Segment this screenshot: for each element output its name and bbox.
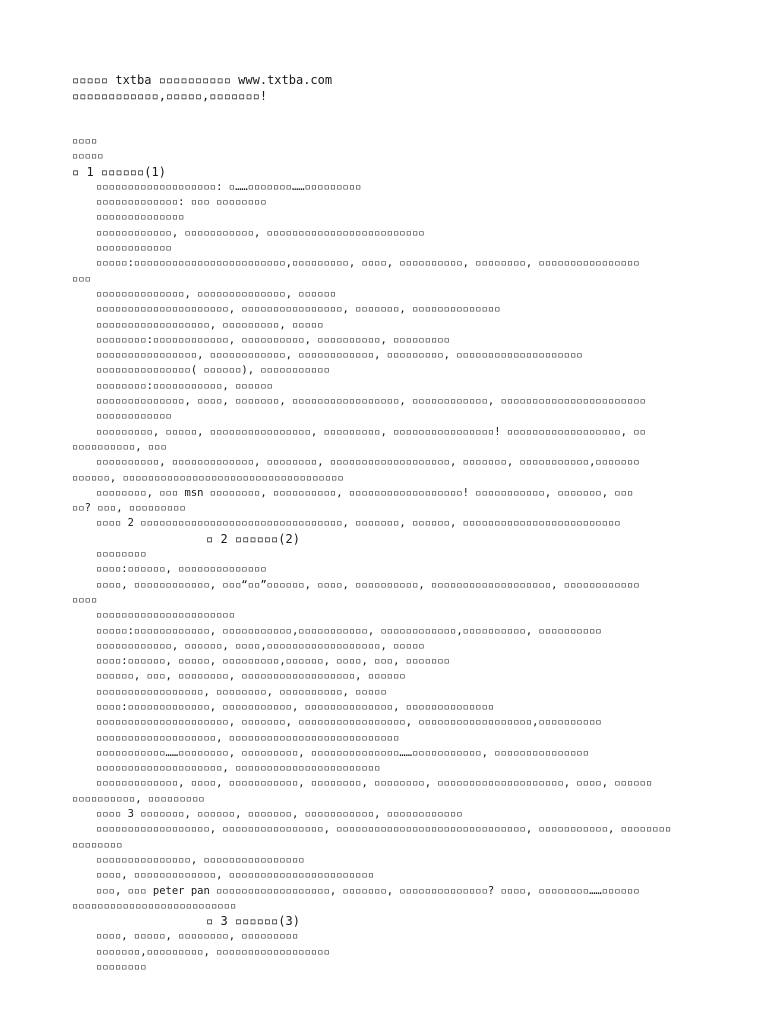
text-line: ▫▫? ▫▫▫, ▫▫▫▫▫▫▫▫▫ [72, 502, 186, 515]
text-line: ▫▫▫▫, ▫▫▫▫▫▫▫▫▫▫▫▫, ▫▫▫“▫▫”▫▫▫▫▫▫, ▫▫▫▫, ▫▫▫▫▫▫▫▫▫▫, ▫▫▫▫▫▫▫▫▫▫▫▫▫▫▫▫▫▫▫, ▫▫▫▫▫▫▫▫▫▫▫▫ [96, 578, 640, 591]
header-line-1: ▫▫▫▫▫ txtba ▫▫▫▫▫▫▫▫▫▫ www.txtba.com [72, 73, 333, 87]
text-line: ▫▫▫▫▫▫, ▫▫▫, ▫▫▫▫▫▫▫▫, ▫▫▫▫▫▫▫▫▫▫▫▫▫▫▫▫▫▫, ▫▫▫▫▫▫ [96, 670, 406, 683]
text-line: ▫▫▫, ▫▫▫ peter pan ▫▫▫▫▫▫▫▫▫▫▫▫▫▫▫▫▫▫, ▫▫▫▫▫▫▫, ▫▫▫▫▫▫▫▫▫▫▫▫▫▫? ▫▫▫▫, ▫▫▫▫▫▫▫▫……▫▫▫▫▫▫ [96, 884, 640, 897]
text-line: ▫▫▫▫▫▫▫▫▫▫▫▫▫▫▫▫▫▫▫▫▫▫ [96, 609, 236, 622]
text-line: ▫▫▫▫▫▫▫▫▫▫▫▫▫▫▫▫▫▫, ▫▫▫▫▫▫▫▫▫, ▫▫▫▫▫ [96, 318, 324, 331]
text-line: ▫▫▫▫▫▫▫▫▫▫▫……▫▫▫▫▫▫▫▫, ▫▫▫▫▫▫▫▫▫, ▫▫▫▫▫▫▫▫▫▫▫▫▫▫……▫▫▫▫▫▫▫▫▫▫▫, ▫▫▫▫▫▫▫▫▫▫▫▫▫▫▫ [96, 746, 590, 759]
text-line: ▫▫▫▫▫▫▫▫▫▫▫▫▫▫▫▫▫▫▫▫▫, ▫▫▫▫▫▫▫▫▫▫▫▫▫▫▫▫, ▫▫▫▫▫▫▫, ▫▫▫▫▫▫▫▫▫▫▫▫▫▫ [96, 303, 501, 316]
text-line: ▫▫▫▫▫▫▫▫▫▫▫▫▫▫▫▫, ▫▫▫▫▫▫▫▫▫▫▫▫, ▫▫▫▫▫▫▫▫▫▫▫▫, ▫▫▫▫▫▫▫▫▫, ▫▫▫▫▫▫▫▫▫▫▫▫▫▫▫▫▫▫▫▫ [96, 349, 583, 362]
text-line: ▫▫▫▫▫▫▫▫▫▫▫▫▫: ▫▫▫ ▫▫▫▫▫▫▫▫ [96, 196, 267, 209]
text-line: ▫▫▫▫▫▫▫▫▫▫▫▫, ▫▫▫▫▫▫, ▫▫▫▫,▫▫▫▫▫▫▫▫▫▫▫▫▫▫▫▫▫▫, ▫▫▫▫▫ [96, 639, 425, 652]
document-body [72, 134, 712, 975]
text-line: ▫▫▫▫▫ [72, 150, 104, 163]
text-line: ▫▫▫▫▫:▫▫▫▫▫▫▫▫▫▫▫▫, ▫▫▫▫▫▫▫▫▫▫▫,▫▫▫▫▫▫▫▫▫▫▫, ▫▫▫▫▫▫▫▫▫▫▫▫,▫▫▫▫▫▫▫▫▫▫, ▫▫▫▫▫▫▫▫▫▫ [96, 624, 602, 637]
text-line: ▫▫▫▫▫▫▫▫▫▫▫▫▫, ▫▫▫▫, ▫▫▫▫▫▫▫▫▫▫▫, ▫▫▫▫▫▫▫▫, ▫▫▫▫▫▫▫▫, ▫▫▫▫▫▫▫▫▫▫▫▫▫▫▫▫▫▫▫▫, ▫▫▫▫, ▫▫▫▫▫▫ [96, 777, 653, 790]
text-line: ▫ 3 ▫▫▫▫▫▫(3) [206, 914, 300, 929]
text-line: ▫▫▫▫▫▫▫,▫▫▫▫▫▫▫▫▫, ▫▫▫▫▫▫▫▫▫▫▫▫▫▫▫▫▫▫ [96, 945, 330, 958]
document-header [72, 72, 332, 104]
text-line: ▫▫▫▫:▫▫▫▫▫▫▫▫▫▫▫▫▫, ▫▫▫▫▫▫▫▫▫▫▫, ▫▫▫▫▫▫▫▫▫▫▫▫▫▫, ▫▫▫▫▫▫▫▫▫▫▫▫▫▫ [96, 700, 495, 713]
text-line: ▫▫▫▫▫▫▫▫▫▫▫▫▫▫▫, ▫▫▫▫▫▫▫▫▫▫▫▫▫▫▫▫ [96, 853, 305, 866]
text-line: ▫▫▫▫▫▫▫▫▫▫▫▫▫▫▫▫▫▫▫▫▫, ▫▫▫▫▫▫▫, ▫▫▫▫▫▫▫▫▫▫▫▫▫▫▫▫▫, ▫▫▫▫▫▫▫▫▫▫▫▫▫▫▫▫▫▫,▫▫▫▫▫▫▫▫▫▫ [96, 716, 602, 729]
text-line: ▫▫▫▫▫▫▫▫▫▫▫▫▫▫▫▫▫▫▫, ▫▫▫▫▫▫▫▫▫▫▫▫▫▫▫▫▫▫▫▫▫▫▫▫▫▫▫ [96, 731, 400, 744]
text-line: ▫▫▫▫, ▫▫▫▫▫, ▫▫▫▫▫▫▫▫, ▫▫▫▫▫▫▫▫▫ [96, 930, 299, 943]
text-line: ▫▫▫ [72, 272, 91, 285]
text-line: ▫▫▫▫▫▫▫▫▫▫, ▫▫▫▫▫▫▫▫▫ [72, 792, 205, 805]
text-line: ▫▫▫▫▫▫▫▫▫▫▫▫▫▫, ▫▫▫▫▫▫▫▫▫▫▫▫▫▫, ▫▫▫▫▫▫ [96, 287, 337, 300]
text-line: ▫▫▫▫▫▫▫▫▫▫▫▫▫▫, ▫▫▫▫, ▫▫▫▫▫▫▫, ▫▫▫▫▫▫▫▫▫▫▫▫▫▫▫▫▫, ▫▫▫▫▫▫▫▫▫▫▫▫, ▫▫▫▫▫▫▫▫▫▫▫▫▫▫▫▫▫▫▫▫▫▫▫ [96, 395, 646, 408]
text-line: ▫▫▫▫▫▫, ▫▫▫▫▫▫▫▫▫▫▫▫▫▫▫▫▫▫▫▫▫▫▫▫▫▫▫▫▫▫▫▫▫▫▫ [72, 471, 344, 484]
text-line: ▫▫▫▫ [72, 593, 98, 606]
text-line: ▫▫▫▫▫▫▫▫▫▫▫▫▫▫ [96, 211, 185, 224]
text-line: ▫▫▫▫ 3 ▫▫▫▫▫▫▫, ▫▫▫▫▫▫, ▫▫▫▫▫▫▫, ▫▫▫▫▫▫▫▫▫▫▫, ▫▫▫▫▫▫▫▫▫▫▫▫ [96, 808, 463, 821]
text-line: ▫▫▫▫▫▫▫▫:▫▫▫▫▫▫▫▫▫▫▫▫, ▫▫▫▫▫▫▫▫▫▫, ▫▫▫▫▫▫▫▫▫▫, ▫▫▫▫▫▫▫▫▫ [96, 333, 451, 346]
text-line: ▫ 2 ▫▫▫▫▫▫(2) [206, 531, 300, 546]
text-line: ▫▫▫▫▫▫▫▫▫▫▫▫▫▫▫▫▫, ▫▫▫▫▫▫▫▫, ▫▫▫▫▫▫▫▫▫▫, ▫▫▫▫▫ [96, 685, 387, 698]
text-line: ▫▫▫▫:▫▫▫▫▫▫, ▫▫▫▫▫, ▫▫▫▫▫▫▫▫▫,▫▫▫▫▫▫, ▫▫▫▫, ▫▫▫, ▫▫▫▫▫▫▫ [96, 655, 451, 668]
text-line: ▫▫▫▫▫▫▫▫ [96, 548, 147, 561]
text-line: ▫▫▫▫:▫▫▫▫▫▫, ▫▫▫▫▫▫▫▫▫▫▫▫▫▫ [96, 563, 267, 576]
text-line: ▫▫▫▫▫▫▫▫▫▫, ▫▫▫▫▫▫▫▫▫▫▫▫▫, ▫▫▫▫▫▫▫▫, ▫▫▫▫▫▫▫▫▫▫▫▫▫▫▫▫▫▫▫, ▫▫▫▫▫▫▫, ▫▫▫▫▫▫▫▫▫▫▫,▫▫▫▫▫▫▫ [96, 456, 640, 469]
text-line: ▫▫▫▫▫▫▫▫▫▫▫▫▫▫▫▫▫▫▫: ▫……▫▫▫▫▫▫▫……▫▫▫▫▫▫▫▫▫ [96, 180, 362, 193]
text-line: ▫▫▫▫▫▫▫▫, ▫▫▫ msn ▫▫▫▫▫▫▫▫, ▫▫▫▫▫▫▫▫▫▫, ▫▫▫▫▫▫▫▫▫▫▫▫▫▫▫▫▫▫! ▫▫▫▫▫▫▫▫▫▫▫, ▫▫▫▫▫▫▫, ▫▫▫ [96, 486, 634, 499]
text-line: ▫▫▫▫▫▫▫▫▫▫▫▫▫▫▫▫▫▫, ▫▫▫▫▫▫▫▫▫▫▫▫▫▫▫▫, ▫▫▫▫▫▫▫▫▫▫▫▫▫▫▫▫▫▫▫▫▫▫▫▫▫▫▫▫▫▫, ▫▫▫▫▫▫▫▫▫▫▫, ▫▫▫▫▫▫▫▫ [96, 823, 672, 836]
text-line: ▫▫▫▫ [72, 135, 98, 147]
text-line: ▫▫▫▫▫▫▫▫ [72, 838, 123, 851]
text-line: ▫▫▫▫▫▫▫▫▫▫, ▫▫▫ [72, 440, 167, 453]
text-line: ▫▫▫▫▫▫▫▫:▫▫▫▫▫▫▫▫▫▫▫, ▫▫▫▫▫▫ [96, 379, 274, 392]
text-line: ▫ 1 ▫▫▫▫▫▫(1) [72, 164, 166, 179]
header-line-2: ▫▫▫▫▫▫▫▫▫▫▫▫,▫▫▫▫▫,▫▫▫▫▫▫▫! [72, 89, 268, 103]
text-line: ▫▫▫▫▫▫▫▫▫▫▫▫▫▫▫( ▫▫▫▫▫▫), ▫▫▫▫▫▫▫▫▫▫▫ [96, 364, 330, 377]
text-line: ▫▫▫▫▫▫▫▫▫▫▫▫, ▫▫▫▫▫▫▫▫▫▫▫, ▫▫▫▫▫▫▫▫▫▫▫▫▫▫▫▫▫▫▫▫▫▫▫▫▫ [96, 226, 425, 239]
text-line: ▫▫▫▫ 2 ▫▫▫▫▫▫▫▫▫▫▫▫▫▫▫▫▫▫▫▫▫▫▫▫▫▫▫▫▫▫▫▫, ▫▫▫▫▫▫▫, ▫▫▫▫▫▫, ▫▫▫▫▫▫▫▫▫▫▫▫▫▫▫▫▫▫▫▫▫▫▫▫▫ [96, 517, 621, 530]
text-line: ▫▫▫▫▫:▫▫▫▫▫▫▫▫▫▫▫▫▫▫▫▫▫▫▫▫▫▫▫▫,▫▫▫▫▫▫▫▫▫, ▫▫▫▫, ▫▫▫▫▫▫▫▫▫▫, ▫▫▫▫▫▫▫▫, ▫▫▫▫▫▫▫▫▫▫▫▫▫▫▫▫ [96, 257, 640, 270]
text-line: ▫▫▫▫▫▫▫▫▫▫▫▫▫▫▫▫▫▫▫▫▫▫▫▫▫▫ [72, 899, 237, 912]
text-line: ▫▫▫▫▫▫▫▫▫▫▫▫ [96, 242, 172, 255]
text-line: ▫▫▫▫▫▫▫▫▫, ▫▫▫▫▫, ▫▫▫▫▫▫▫▫▫▫▫▫▫▫▫▫, ▫▫▫▫▫▫▫▫▫, ▫▫▫▫▫▫▫▫▫▫▫▫▫▫▫▫! ▫▫▫▫▫▫▫▫▫▫▫▫▫▫▫▫▫▫, ▫▫ [96, 425, 646, 438]
text-line: ▫▫▫▫▫▫▫▫ [96, 961, 147, 974]
text-line: ▫▫▫▫▫▫▫▫▫▫▫▫ [96, 410, 172, 423]
text-line: ▫▫▫▫▫▫▫▫▫▫▫▫▫▫▫▫▫▫▫▫, ▫▫▫▫▫▫▫▫▫▫▫▫▫▫▫▫▫▫▫▫▫▫▫ [96, 762, 381, 775]
text-line: ▫▫▫▫, ▫▫▫▫▫▫▫▫▫▫▫▫▫, ▫▫▫▫▫▫▫▫▫▫▫▫▫▫▫▫▫▫▫▫▫▫▫ [96, 869, 375, 882]
